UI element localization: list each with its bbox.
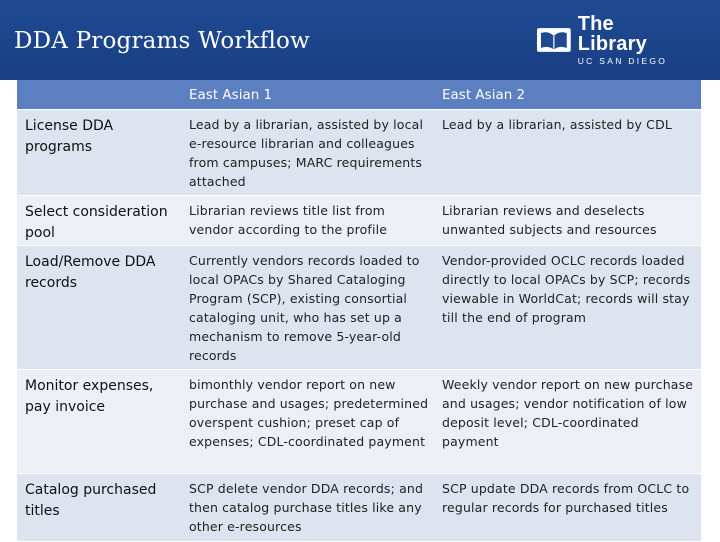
table-header-east-asian-1: East Asian 1	[182, 80, 435, 110]
book-icon	[536, 25, 572, 55]
cell-east-asian-2: Vendor-provided OCLC records loaded directly to local OPACs by SCP; records viewable in WorldCat; records will stay till the end of program	[435, 246, 701, 370]
slide-header	[0, 0, 720, 80]
cell-east-asian-1: Lead by a librarian, assisted by local e-resource librarian and colleagues from campuses; MARC requirements attached	[182, 110, 435, 196]
cell-east-asian-2: Weekly vendor report on new purchase and usages; vendor notification of low deposit level; CDL-coordinated payment	[435, 370, 701, 474]
table-row	[17, 246, 701, 370]
table-header-blank	[17, 80, 182, 110]
row-label: Select consideration pool	[17, 196, 182, 246]
cell-east-asian-1: Librarian reviews title list from vendor according to the profile	[182, 196, 435, 246]
cell-east-asian-2: Lead by a librarian, assisted by CDL	[435, 110, 701, 196]
cell-east-asian-1: bimonthly vendor report on new purchase and usages; predetermined overspent cushion; preset cap of expenses; CDL-coordinated payment	[182, 370, 435, 474]
row-label: License DDA programs	[17, 110, 182, 196]
table-row	[17, 370, 701, 474]
table-header-row	[17, 80, 701, 110]
library-logo	[536, 13, 688, 67]
logo-sub-text: UC SAN DIEGO	[577, 56, 668, 67]
table-row	[17, 196, 701, 246]
slide-title: DDA Programs Workflow	[14, 28, 310, 54]
table-row	[17, 110, 701, 196]
row-label: Load/Remove DDA records	[17, 246, 182, 370]
cell-east-asian-1: SCP delete vendor DDA records; and then catalog purchase titles like any other e-resources	[182, 474, 435, 542]
cell-east-asian-2: SCP update DDA records from OCLC to regular records for purchased titles	[435, 474, 701, 542]
logo-main-text: The Library	[577, 13, 647, 56]
row-label: Catalog purchased titles	[17, 474, 182, 542]
workflow-table	[17, 80, 701, 542]
table-row	[17, 474, 701, 542]
row-label: Monitor expenses, pay invoice	[17, 370, 182, 474]
cell-east-asian-2: Librarian reviews and deselects unwanted subjects and resources	[435, 196, 701, 246]
cell-east-asian-1: Currently vendors records loaded to local OPACs by Shared Cataloging Program (SCP), existing consortial cataloging unit, who has set up a mechanism to remove 5-year-old records	[182, 246, 435, 370]
table-header-east-asian-2: East Asian 2	[435, 80, 701, 110]
